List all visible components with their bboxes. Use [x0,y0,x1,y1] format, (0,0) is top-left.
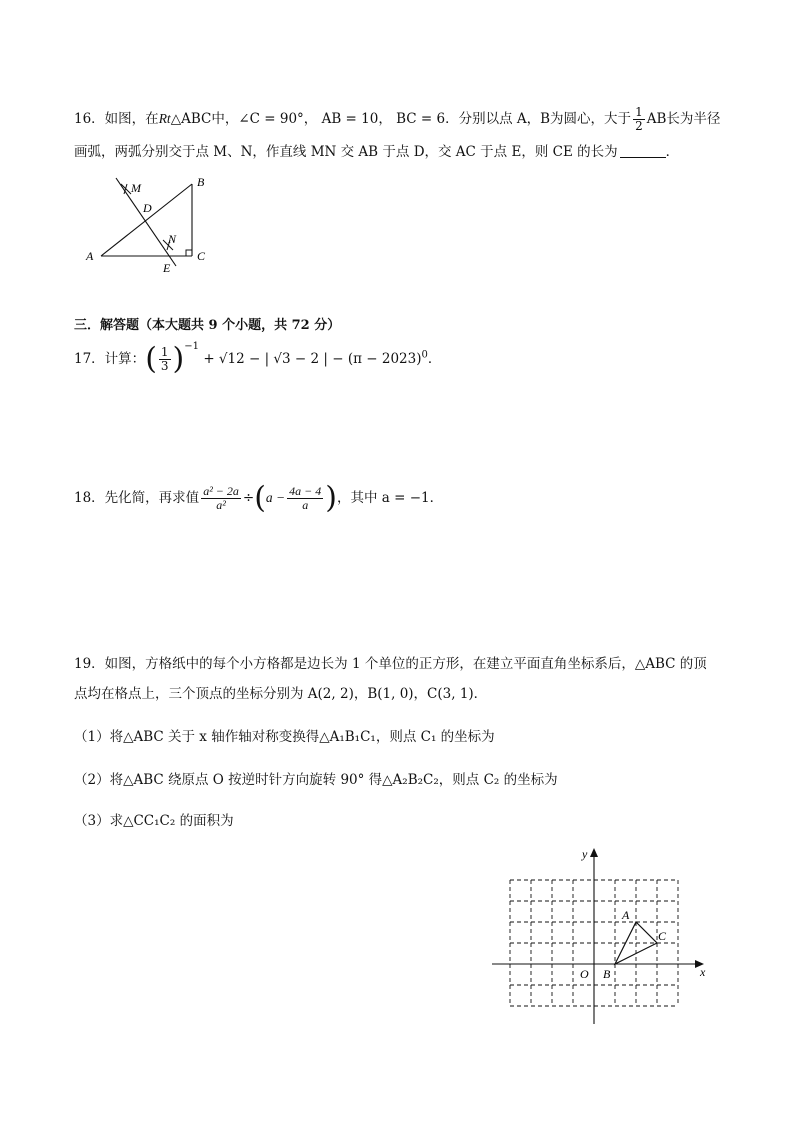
q17-frac-num: 1 [160,345,169,359]
q18-f1-den: a² [216,498,226,512]
label-a: A [86,249,94,263]
q17-prefix: 17．计算： [74,351,146,367]
q19-line-2: 点均在格点上，三个顶点的坐标分别为 A(2, 2)，B(1, 0)，C(3, 1)． [74,686,488,702]
q19-grid-figure [488,842,710,1026]
q19-part-1: （1）将△ABC 关于 x 轴作轴对称变换得△A₁B₁C₁，则点 C₁ 的坐标为 [74,729,495,745]
q18-prefix: 18．先化简，再求值 [74,490,200,506]
q17-frac-den: 3 [160,359,169,373]
label-b: B [197,175,205,189]
label-c: C [658,929,667,943]
q16-text-b: 中，∠C = 90°， AB = 10， BC = 6．分别以点 A，B为圆心，大于 [211,111,632,127]
q16-text-d: 画弧，两弧分别交于点 M、N，作直线 MN 交 AB 于点 D，交 AC 于点 E，则 CE 的长为 [74,144,618,160]
q16-rt: Rt [158,111,171,126]
label-d: D [143,201,152,215]
q16-text-a: 16．如图，在 [74,111,159,127]
right-angle-mark [186,250,192,256]
axis-label-y: y [582,847,588,861]
q17-end: ． [427,351,442,367]
q18-f2-num: 4a − 4 [289,484,322,498]
section-3-title: 三．解答题（本大题共 9 个小题，共 72 分） [74,318,341,333]
label-b: B [603,967,611,981]
y-axis-arrow [590,848,598,857]
label-m: M [131,181,141,195]
q18-f1-num: a² − 2a [203,484,239,498]
label-n: N [168,232,177,246]
q17-fraction [159,346,171,373]
q19-line-1: 19．如图，方格纸中的每个小方格都是边长为 1 个单位的正方形，在建立平面直角坐标系后，△ABC 的顶 [74,656,707,672]
q18-fraction-1 [201,485,241,512]
q17-exp: −1 [184,341,200,352]
q18-line [74,480,444,516]
q16-answer-blank[interactable] [620,143,666,158]
q18-fraction-2 [287,485,323,512]
q18-inner-a: a − [265,490,286,505]
q19-part-3: （3）求△CC₁C₂ 的面积为 [74,813,234,829]
q17-paren-right: ) [172,341,185,377]
q18-f2-den: a [302,498,309,512]
label-origin: O [580,967,589,981]
q18-paren-right: ) [325,480,337,516]
label-a: A [622,908,630,922]
q16-line-2 [74,142,679,162]
q16-half-num: 1 [635,105,643,119]
q18-div: ÷ [242,490,255,506]
q17-paren-left: ( [145,341,157,377]
q16-text-c: AB长为半径 [646,111,721,127]
q18-paren-left: ( [254,480,266,516]
q16-triangle: △ABC [170,111,212,127]
q16-figure [80,172,220,277]
q16-line-1 [74,106,720,133]
q17-exp0: 0 [421,349,428,361]
q16-end: ． [665,144,680,160]
q18-suffix: ，其中 a = −1． [337,490,444,506]
q17-line [74,333,442,377]
segment-ab [101,184,192,256]
q16-half-den: 2 [635,119,643,133]
q17-rest: + √12 − | √3 − 2 | − (π − 2023) [203,351,422,367]
label-e: E [163,261,171,275]
q16-half-fraction [633,106,645,133]
label-c: C [197,249,206,263]
axis-label-x: x [700,965,706,979]
q19-part-2: （2）将△ABC 绕原点 O 按逆时针方向旋转 90° 得△A₂B₂C₂，则点 C₂ 的坐标为 [74,772,558,788]
